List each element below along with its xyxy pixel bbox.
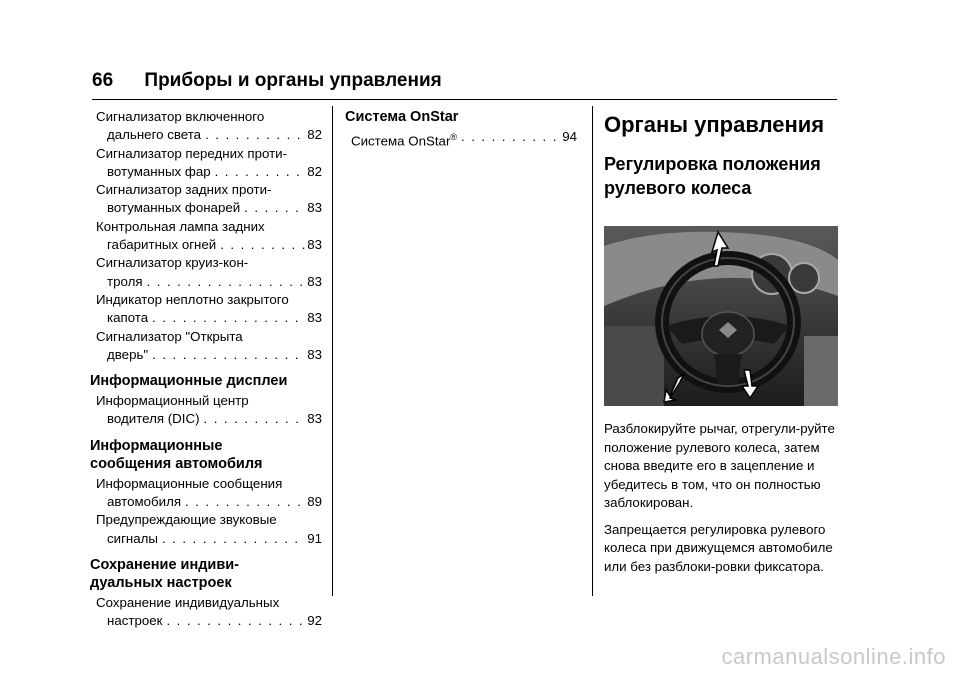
- toc-entry[interactable]: Сохранение индивидуальных настроек . . . 92: [90, 594, 322, 631]
- toc-page-number: 83: [307, 411, 322, 427]
- toc-entry[interactable]: Контрольная лампа задних габаритных огней . . . 83: [90, 218, 322, 255]
- section-heading: Информационные сообщения автомобиля: [90, 437, 263, 472]
- toc-entry[interactable]: Сигнализатор передних проти- вотуманных фар . . . 82: [90, 145, 322, 182]
- toc-page-number: 91: [307, 530, 322, 546]
- section-heading: Система OnStar: [345, 109, 459, 125]
- section-heading: Информационные дисплеи: [90, 373, 288, 390]
- toc-entry[interactable]: Индикатор неплотно закрытого капота . . . 83: [90, 291, 322, 328]
- chapter-title: Приборы и органы управления: [144, 70, 442, 91]
- toc-column-1: [90, 108, 322, 631]
- toc-page-number: 82: [307, 163, 322, 179]
- toc-column-2: [345, 108, 577, 151]
- toc-entry[interactable]: Сигнализатор круиз-кон- троля . . . 83: [90, 254, 322, 291]
- toc-page-number: 94: [562, 129, 577, 144]
- toc-entry[interactable]: Сигнализатор "Открыта дверь" . . . 83: [90, 328, 322, 365]
- toc-entry[interactable]: Сигнализатор включенного дальнего света . . . 82: [90, 108, 322, 145]
- toc-entry[interactable]: Информационные сообщения автомобиля . . . 89: [90, 475, 322, 512]
- toc-page-number: 83: [307, 310, 322, 326]
- column-divider: [332, 106, 333, 596]
- column-divider: [592, 106, 593, 596]
- body-paragraph: Запрещается регулировка рулевого колеса при движущемся автомобиле или без разблоки-ровки фиксатора.: [604, 521, 833, 574]
- toc-entry[interactable]: Система OnStar® . . . 94: [345, 128, 577, 151]
- toc-page-number: 92: [307, 613, 322, 629]
- header-rule: [92, 99, 837, 100]
- watermark: carmanualsonline.info: [721, 644, 946, 669]
- toc-page-number: 83: [307, 200, 322, 216]
- page-header: [92, 70, 442, 92]
- page-number: 66: [92, 70, 114, 91]
- section-title: Органы управления: [604, 112, 825, 137]
- toc-entry[interactable]: Предупреждающие звуковые сигналы . . . 91: [90, 511, 322, 548]
- toc-page-number: 89: [307, 494, 322, 510]
- toc-page-number: 83: [307, 346, 322, 362]
- section-heading: Сохранение индиви- дуальных настроек: [90, 556, 239, 591]
- toc-page-number: 83: [307, 273, 322, 289]
- toc-entry[interactable]: Сигнализатор задних проти- вотуманных фонарей . . . 83: [90, 181, 322, 218]
- body-paragraph: Разблокируйте рычаг, отрегули-руйте положение рулевого колеса, затем снова введите его в зацепление и убедитесь в том, что он полностью заблокирован.: [604, 421, 835, 510]
- toc-page-number: 83: [307, 237, 322, 253]
- toc-entry[interactable]: Информационный центр водителя (DIC) . . . 83: [90, 392, 322, 429]
- content-column: [604, 108, 844, 576]
- toc-page-number: 82: [307, 127, 322, 143]
- steering-wheel-illustration: [604, 226, 838, 406]
- subsection-title: Регулировка положения рулевого колеса: [604, 154, 821, 198]
